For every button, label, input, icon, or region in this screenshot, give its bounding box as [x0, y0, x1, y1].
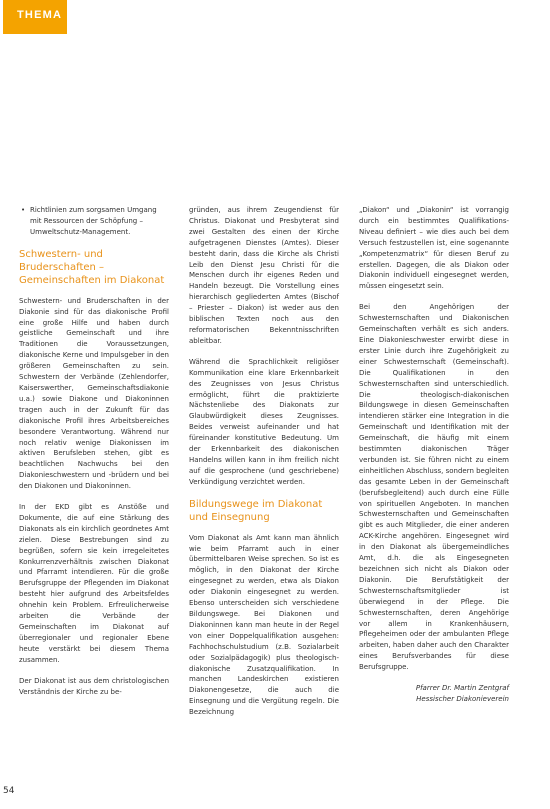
section-tab	[3, 0, 67, 34]
bullet-item	[19, 205, 169, 238]
section-heading-gemeinschaften: Schwestern- und Bruderschaften – Gemeinschaften im Diakonat	[19, 248, 165, 286]
author-name: Pfarrer Dr. Martin Zentgraf	[415, 684, 509, 693]
section-label: THEMA	[17, 9, 63, 21]
section-heading-bildungswege: Bildungswege im Diakonat und Einsegnung	[189, 498, 323, 523]
column-1	[19, 205, 169, 707]
column-2	[189, 205, 339, 728]
column-3	[359, 205, 509, 705]
bullet-dot-icon: •	[21, 206, 26, 214]
paragraph: Schwestern- und Bruderschaften in der Diakonie sind für das diakonische Profil eine große Hilfe und haben durch geistliche Gemeinschaft und ihre Traditionen die Voraussetzungen, diakonische Kerne und Impulsgeber in den größeren Gemeinschaften zu sein. Schwestern der Verbände (Zehlendorfer, Kaiserswerther, Gemeinschaftsdiakonie u.a.) sowie Diakone und Diakoninnen tragen auch in der Zukunft für das diakonische Profil ihres Arbeitsbereiches besondere Verantwortung. Während nur noch relativ wenige Diakonissen im aktiven Berufsleben stehen, gibt es beachtlichen Nachwuchs bei den Diakonieschwestern und -brüdern und bei den Diakonen und Diakoninnen.	[19, 296, 169, 491]
paragraph: Der Diakonat ist aus dem christologischen Verständnis der Kirche zu be-	[19, 676, 169, 696]
paragraph: Vom Diakonat als Amt kann man ähnlich wie beim Pfarramt auch in einer übermittelbaren Weise sprechen. So ist es möglich, in den Diakonat der Kirche eingesegnet zu werden, etwa als Diakon oder Diakonin eingesegnet zu werden. Ebenso unterscheiden sich verschiedene Bildungswege. Bei Diakonen und Diakoninnen kann man heute in der Regel von einer Doppelqualifikation ausgehen: Fachhochschulstudium (z.B. Sozialarbeit oder Sozialpädagogik) plus theologisch-diakonische Zusatzqualifikation. In manchen Landeskirchen existieren Diakonengesetze, die auch die Einsegnung und die Vergütung regeln. Die Bezeichnung	[189, 533, 339, 717]
author-signature	[359, 683, 509, 705]
bullet-text: Richtlinien zum sorgsamen Umgang mit Ressourcen der Schöpfung – Umweltschutz-Management.	[30, 206, 157, 236]
page-number: 54	[3, 786, 15, 796]
paragraph: In der EKD gibt es Anstöße und Dokumente, die auf eine Stärkung des Diakonats als ein kirchlich geordnetes Amt zielen. Diese Bestrebungen sind zu begrüßen, sofern sie kein irregeleitetes Konkurrenzverhältnis zwischen Diakonat und Pfarramt intendieren. Für die große Berufsgruppe der Pflegenden im Diakonat besteht hier aufgrund des Arbeitsfeldes ohnehin kein Problem. Erfreulicherweise arbeiten die Verbände der Gemeinschaften im Diakonat auf überregionaler und regionaler Ebene heute verstärkt bei diesem Thema zusammen.	[19, 503, 169, 664]
paragraph: gründen, aus ihrem Zeugendienst für Christus. Diakonat und Presbyterat sind zwei Gestalten des einen der Kirche aufgetragenen Dienstes (Amtes). Dieser besteht darin, dass die Kirche als Christi Leib den Dienst Jesu Christi für die Menschen durch ihr eigenes Reden und Handeln bezeugt. Die Vorstellung eines hierarchisch gegliederten Amtes (Bischof – Priester – Diakon) ist weder aus den biblischen Texten noch aus den reformatorischen Bekenntnisschriften ableitbar.	[189, 206, 339, 345]
paragraph: Bei den Angehörigen der Schwesternschaften und Diakonischen Gemeinschaften verhält es sich anders. Eine Diakonieschwester erwirbt diese in erster Linie durch ihre Zugehörigkeit zu einer Schwesternschaft (Gemeinschaft). Die Qualifikationen in den Schwesternschaften sind unterschiedlich. Die theologisch-diakonischen Bildungswege in diesen Gemeinschaften intendieren stärker eine Integration in die Gemeinschaft und Identifikation mit der Gemeinschaft, die häufig mit einem bestimmten diakonischen Träger verbunden ist. Sie führen nicht zu einem einheitlichen Abschluss, sondern begleiten das gesamte Leben in der Gemeinschaft (berufsbegleitend) auch durch eine Fülle von spirituellen Angeboten. In manchen Schwesternschaften und Gemeinschaften gibt es auch Mitglieder, die einer anderen ACK-Kirche angehören. Eingesegnet wird in den Diakonat als übergemeindliches Amt, d.h. die als Eingesegneten bezeichnen sich nicht als Diakon oder Diakonin. Die Berufstätigkeit der Schwesternschaftsmitglieder ist überwiegend in der Pflege. Die Schwesternschaften, deren Angehörige vor allem in Krankenhäusern, Pflegeheimen oder der ambulanten Pflege arbeiten, haben daher auch den Charakter eines Berufsverbandes für diese Berufsgruppe.	[359, 303, 509, 672]
paragraph: „Diakon“ und „Diakonin“ ist vorrangig durch ein bestimmtes Qualifikations-Niveau definiert – wie dies auch bei dem Versuch festzustellen ist, eine sogenannte „Kompetenzmatrix“ für diesen Beruf zu erstellen. Dagegen, die als Diakon oder Diakonin individuell eingesegnet werden, müssen eingesetzt sein.	[359, 206, 509, 291]
paragraph: Während die Sprachlichkeit religiöser Kommunikation eine klare Erkennbarkeit des Zeugnisses von Jesus Christus ermöglicht, führt die praktizierte Nächstenliebe des Diakonats zur Glaubwürdigkeit dieses Zeugnisses. Beides verweist aufeinander und hat füreinander konstitutive Bedeutung. Um der Erkennbarkeit des diakonischen Handelns willen kann in ihm freilich nicht auf die gesprochene (und geschriebene) Verkündigung verzichtet werden.	[189, 357, 339, 486]
author-organization: Hessischer Diakonieverein	[416, 694, 509, 703]
